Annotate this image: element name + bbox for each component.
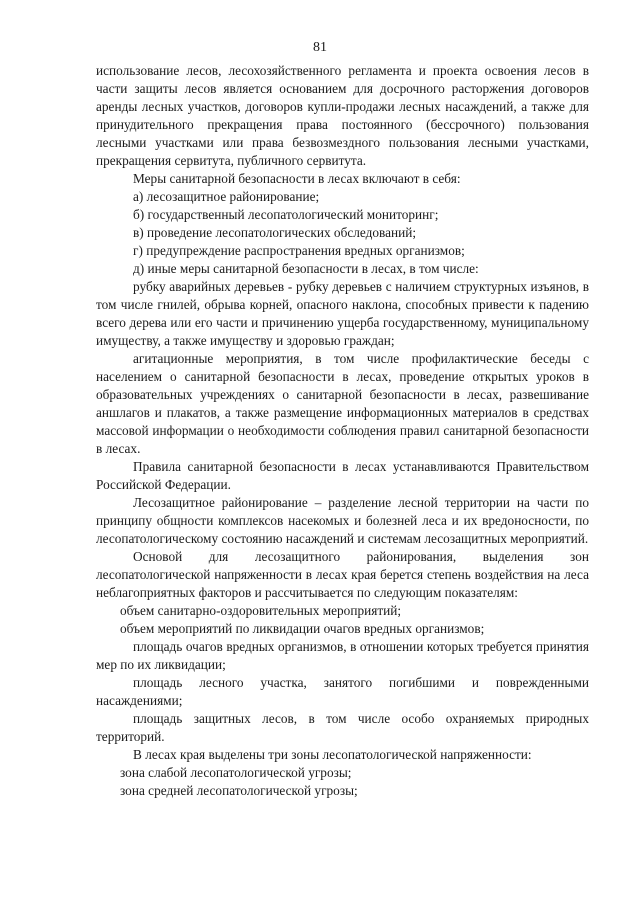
indicator-sanitary-volume: объем санитарно-оздоровительных мероприятий; (120, 603, 402, 618)
zone-medium-threat: зона средней лесопатологической угрозы; (120, 783, 358, 798)
list-item-b: б) государственный лесопатологический мониторинг; (133, 207, 439, 222)
indicator-damaged-area: площадь лесного участка, занятого погибшими и поврежденными насаждениями; (96, 675, 589, 708)
paragraph-zoning-basis: Основой для лесозащитного районирования, выделения зон лесопатологической напряженности в лесах края берется степень воздействия на леса неблагоприятных факторов и рассчитывается по следующим показателям: (96, 549, 589, 600)
paragraph-campaign-events: агитационные мероприятия, в том числе профилактические беседы с населением о санитарной безопасности в лесах, проведение открытых уроков в образовательных учреждениях о санитарной безопасности в лесах, развешивание аншлагов и плакатов, а также размещение информационных материалов в средствах массовой информации о необходимости соблюдения правил санитарной безопасности в лесах. (96, 351, 589, 456)
paragraph-three-zones: В лесах края выделены три зоны лесопатологической напряженности: (133, 747, 532, 762)
list-item-a: а) лесозащитное районирование; (133, 189, 320, 204)
paragraph-zoning-definition: Лесозащитное районирование – разделение лесной территории на части по принципу общности комплексов насекомых и болезней леса и их вредоносности, по лесопатологическому состоянию насаждений и системам лесозащитных мероприятий. (96, 495, 589, 546)
list-item-c: в) проведение лесопатологических обследований; (133, 225, 417, 240)
paragraph-rules: Правила санитарной безопасности в лесах устанавливаются Правительством Российской Федерации. (96, 459, 589, 492)
document-body (96, 62, 589, 800)
indicator-outbreak-area: площадь очагов вредных организмов, в отношении которых требуется принятия мер по их ликвидации; (96, 639, 589, 672)
paragraph-sanitary-measures-intro: Меры санитарной безопасности в лесах включают в себя: (133, 171, 461, 186)
indicator-protective-forests: площадь защитных лесов, в том числе особо охраняемых природных территорий. (96, 711, 589, 744)
paragraph-lease-termination: использование лесов, лесохозяйственного регламента и проекта освоения лесов в части защиты лесов является основанием для досрочного расторжения договоров аренды лесных участков, договоров купли-продажи лесных насаждений, а также для принудительного прекращения права постоянного (бессрочного) пользования лесными участками или права безвозмездного пользования лесными участками, прекращения сервитута, публичного сервитута. (96, 63, 589, 168)
list-item-d: г) предупреждение распространения вредных организмов; (133, 243, 465, 258)
paragraph-emergency-felling: рубку аварийных деревьев - рубку деревьев с наличием структурных изъянов, в том числе гнилей, обрыва корней, опасного наклона, способных привести к падению всего дерева или его части и причинению ущерба государственному, муниципальному имуществу, а также имуществу и здоровью граждан; (96, 279, 589, 348)
zone-weak-threat: зона слабой лесопатологической угрозы; (120, 765, 352, 780)
page-number: 81 (313, 40, 327, 55)
list-item-e: д) иные меры санитарной безопасности в лесах, в том числе: (133, 261, 479, 276)
indicator-liquidation-volume: объем мероприятий по ликвидации очагов вредных организмов; (120, 621, 485, 636)
